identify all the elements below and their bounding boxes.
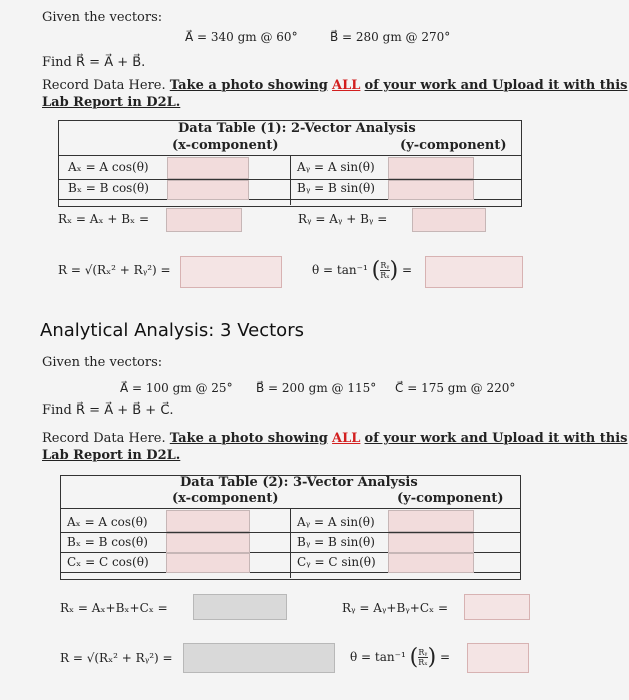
theta-label-2: θ = tan⁻¹ — [350, 650, 406, 664]
table-title-1: Data Table (1): 2-Vector Analysis — [178, 121, 416, 136]
record-take-1: Take a photo showing — [169, 78, 328, 93]
ay-formula-1: Aᵧ = A sin(θ) — [297, 160, 375, 174]
record-plain-1: Record Data Here. — [42, 78, 166, 93]
by-formula-1: Bᵧ = B sin(θ) — [297, 181, 375, 195]
given-label-1: Given the vectors: — [42, 10, 163, 25]
rx-input-1[interactable] — [166, 208, 242, 232]
rx-formula-1: Rₓ = Aₓ + Bₓ = — [58, 212, 150, 226]
ry-formula-1: Rᵧ = Aᵧ + Bᵧ = — [298, 212, 388, 226]
ry-formula-2: Rᵧ = Aᵧ+Bᵧ+Cₓ = — [342, 601, 449, 615]
by-formula-2: Bᵧ = B sin(θ) — [297, 535, 375, 549]
record-take-2: Take a photo showing — [169, 431, 328, 446]
vector-a-1: A⃗ = 340 gm @ 60° — [185, 30, 298, 44]
r-input-1[interactable] — [180, 256, 282, 288]
record-rest-2: of your work and Upload it with this — [364, 431, 628, 446]
ax-input-2[interactable] — [166, 510, 250, 532]
x-header-2: (x-component) — [172, 491, 279, 506]
record-instruction-2 — [42, 431, 628, 446]
ay-input-2[interactable] — [388, 510, 474, 532]
cy-input-2[interactable] — [388, 553, 474, 573]
y-header-2: (y-component) — [397, 491, 504, 506]
by-input-1[interactable] — [388, 180, 474, 200]
bx-formula-2: Bₓ = B cos(θ) — [67, 535, 148, 549]
ay-formula-2: Aᵧ = A sin(θ) — [297, 515, 375, 529]
frac-bottom-1: Rₓ — [380, 271, 390, 280]
cx-input-2[interactable] — [166, 553, 250, 573]
theta-formula-1: θ = tan⁻¹ ( $\frac{\text{Rᵧ}}{\text{Rₓ}}$ ) = — [312, 258, 413, 283]
y-header-1: (y-component) — [400, 138, 507, 153]
record-all-1: ALL — [332, 78, 361, 93]
frac-bottom-2: Rₓ — [418, 658, 428, 667]
theta-formula-2: θ = tan⁻¹ ( $\frac{\text{Rᵧ}}{\text{Rₓ}}$ ) = — [350, 645, 451, 670]
theta-input-1[interactable] — [425, 256, 523, 288]
find-statement-2: Find R⃗ = A⃗ + B⃗ + C⃗. — [42, 403, 174, 418]
rx-input-2[interactable] — [193, 594, 287, 620]
theta-input-2[interactable] — [467, 643, 529, 673]
r-formula-1: R = √(Rₓ² + Rᵧ²) = — [58, 263, 171, 277]
ax-formula-2: Aₓ = A cos(θ) — [67, 515, 148, 529]
cy-formula-2: Cᵧ = C sin(θ) — [297, 555, 376, 569]
by-input-2[interactable] — [388, 533, 474, 553]
vector-a-2: A⃗ = 100 gm @ 25° — [120, 381, 233, 395]
vector-c-2: C⃗ = 175 gm @ 220° — [395, 381, 516, 395]
record-instruction-1 — [42, 78, 628, 93]
vector-b-2: B⃗ = 200 gm @ 115° — [256, 381, 377, 395]
ry-input-1[interactable] — [412, 208, 486, 232]
frac-top-1: Rᵧ — [380, 261, 390, 270]
record-rest2-2: Lab Report in D2L. — [42, 448, 181, 463]
rx-formula-2: Rₓ = Aₓ+Bₓ+Cₓ = — [60, 601, 168, 615]
record-all-2: ALL — [332, 431, 361, 446]
table-title-2: Data Table (2): 3-Vector Analysis — [180, 475, 418, 490]
find-statement-1: Find R⃗ = A⃗ + B⃗. — [42, 55, 146, 70]
ax-input-1[interactable] — [167, 157, 249, 179]
given-label-2: Given the vectors: — [42, 355, 163, 370]
bx-input-2[interactable] — [166, 533, 250, 553]
frac-top-2: Rᵧ — [418, 648, 428, 657]
x-header-1: (x-component) — [172, 138, 279, 153]
record-plain-2: Record Data Here. — [42, 431, 166, 446]
record-rest2-1: Lab Report in D2L. — [42, 95, 181, 110]
r-input-2[interactable] — [183, 643, 335, 673]
bx-input-1[interactable] — [167, 180, 249, 200]
cx-formula-2: Cₓ = C cos(θ) — [67, 555, 149, 569]
section-heading: Analytical Analysis: 3 Vectors — [40, 320, 304, 341]
r-formula-2: R = √(Rₓ² + Rᵧ²) = — [60, 651, 173, 665]
bx-formula-1: Bₓ = B cos(θ) — [68, 181, 149, 195]
ay-input-1[interactable] — [388, 157, 474, 179]
ax-formula-1: Aₓ = A cos(θ) — [68, 160, 149, 174]
ry-input-2[interactable] — [464, 594, 530, 620]
theta-label-1: θ = tan⁻¹ — [312, 263, 368, 277]
vector-b-1: B⃗ = 280 gm @ 270° — [330, 30, 451, 44]
record-rest-1: of your work and Upload it with this — [364, 78, 628, 93]
